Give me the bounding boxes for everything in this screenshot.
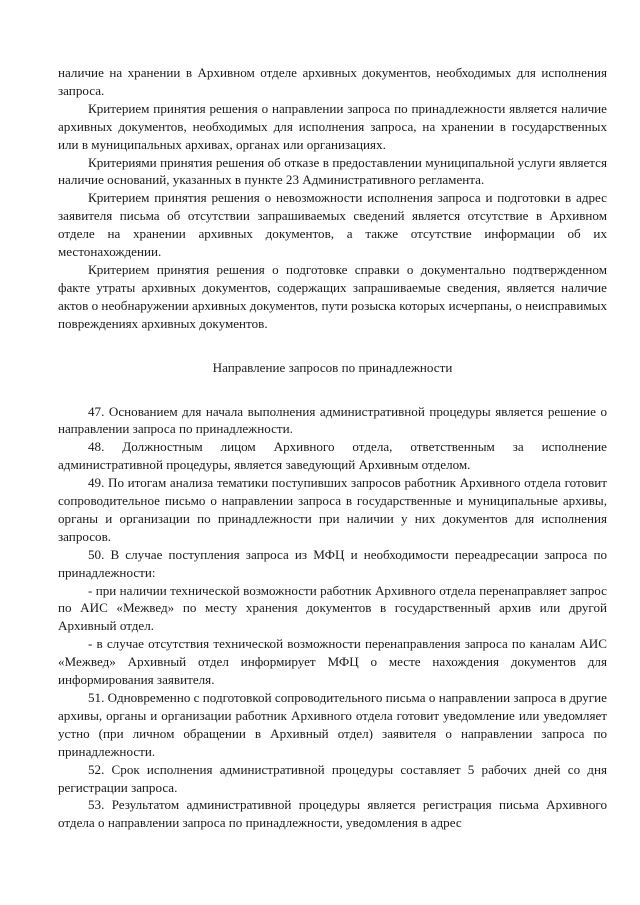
paragraph-51: 51. Одновременно с подготовкой сопроводительного письма о направлении запроса в другие архивы, органы и организации работник Архивного отдела готовит уведомление или уведомляет устно (при личном обращении в Архивный отдел) заявителя о направлении запроса по принадлежности. (58, 690, 607, 759)
paragraph-criterion-loss-certificate: Критерием принятия решения о подготовке справки о документально подтвержденном факте утраты архивных документов, содержащих запрашиваемые сведения, является наличие актов о необнаружении архивных документов, пути розыска которых исчерпаны, о неисправимых повреждениях архивных документов. (58, 261, 607, 331)
paragraph-48: 48. Должностным лицом Архивного отдела, ответственным за исполнение административной процедуры, является заведующий Архивным отделом. (58, 439, 607, 473)
paragraph-continuation: наличие на хранении в Архивном отделе архивных документов, необходимых для исполнения запроса. (58, 65, 607, 98)
paragraph-47: 47. Основанием для начала выполнения административной процедуры является решение о направлении запроса по принадлежности. (58, 403, 607, 437)
paragraph-criterion-redirect: Критерием принятия решения о направлении запроса по принадлежности является наличие архивных документов, необходимых для исполнения запроса, на хранении в государственных или в муниципальных архивах, органах или организациях. (58, 100, 607, 152)
paragraph-criterion-impossibility: Критерием принятия решения о невозможности исполнения запроса и подготовки в адрес заявителя письма об отсутствии запрашиваемых сведений является отсутствие в Архивном отделе на хранении архивных документов, а также отсутствие информации об их местонахождении. (58, 190, 607, 260)
paragraph-50-item-2: - в случае отсутствия технической возможности перенаправления запроса по каналам АИС «Межвед» Архивный отдел информирует МФЦ о месте нахождения документов для информирования заявителя. (58, 636, 607, 688)
paragraph-criterion-refusal: Критериями принятия решения об отказе в предоставлении муниципальной услуги является наличие оснований, указанных в пункте 23 Административного регламента. (58, 154, 607, 188)
paragraph-52: 52. Срок исполнения административной процедуры составляет 5 рабочих дней со дня регистрации запроса. (58, 761, 607, 795)
section-heading: Направление запросов по принадлежности (212, 359, 453, 375)
paragraph-49: 49. По итогам анализа тематики поступивших запросов работник Архивного отдела готовит сопроводительное письмо о направлении запроса в государственные и муниципальные архивы, органы и организации по принадлежности при наличии у них документов для исполнения запросов. (58, 475, 607, 544)
paragraph-50-item-1: - при наличии технической возможности работник Архивного отдела перенаправляет запрос по АИС «Межвед» по месту хранения документов в государственный архив или другой Архивный отдел. (58, 582, 607, 634)
paragraph-53: 53. Результатом административной процедуры является регистрация письма Архивного отдела о направлении запроса по принадлежности, уведомления в адрес (58, 797, 607, 831)
paragraph-50: 50. В случае поступления запроса из МФЦ и необходимости переадресации запроса по принадлежности: (58, 546, 607, 580)
